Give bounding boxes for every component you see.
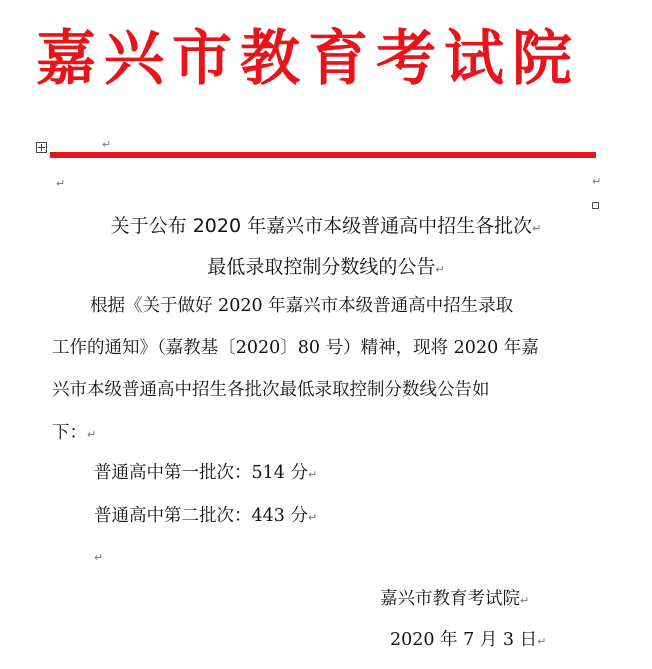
paragraph-mark-icon: ↵ [520,594,530,607]
notice-title-line-2: 最低录取控制分数线的公告↵ [207,256,445,278]
paragraph-mark-icon: ↵ [56,177,66,190]
batch-1-score: 普通高中第一批次：514 分↵ [94,463,318,483]
header-title: 嘉兴市教育考试院 [36,24,580,94]
paragraph-mark-icon: ↵ [435,263,445,276]
notice-body-line-2: 工作的通知》（嘉教基〔2020〕80 号）精神，现将 2020 年嘉 [52,338,539,358]
paragraph-mark-icon: ↵ [94,551,104,564]
signature-issuer: 嘉兴市教育考试院↵ [380,589,530,609]
paragraph-mark-icon: ↵ [592,175,602,188]
table-resize-handle-icon[interactable] [592,202,599,209]
paragraph-mark-icon: ↵ [87,428,97,441]
paragraph-mark-icon: ↵ [307,511,318,524]
notice-title-line-1: 关于公布 2020 年嘉兴市本级普通高中招生各批次↵ [110,215,542,237]
red-divider-rule [50,152,596,158]
batch-2-score: 普通高中第二批次：443 分↵ [94,506,318,526]
table-move-handle-icon[interactable] [36,142,47,153]
signature-date: 2020 年 7 月 3 日↵ [390,630,547,650]
notice-body-line-1: 根据《关于做好 2020 年嘉兴市本级普通高中招生录取 [90,296,514,316]
paragraph-mark-icon: ↵ [102,138,112,151]
paragraph-mark-icon: ↵ [307,468,318,481]
notice-body-line-4: 下：↵ [52,423,97,443]
paragraph-mark-icon: ↵ [532,222,542,235]
paragraph-mark-icon: ↵ [537,635,547,648]
notice-body-line-3: 兴市本级普通高中招生各批次最低录取控制分数线公告如 [52,380,490,400]
